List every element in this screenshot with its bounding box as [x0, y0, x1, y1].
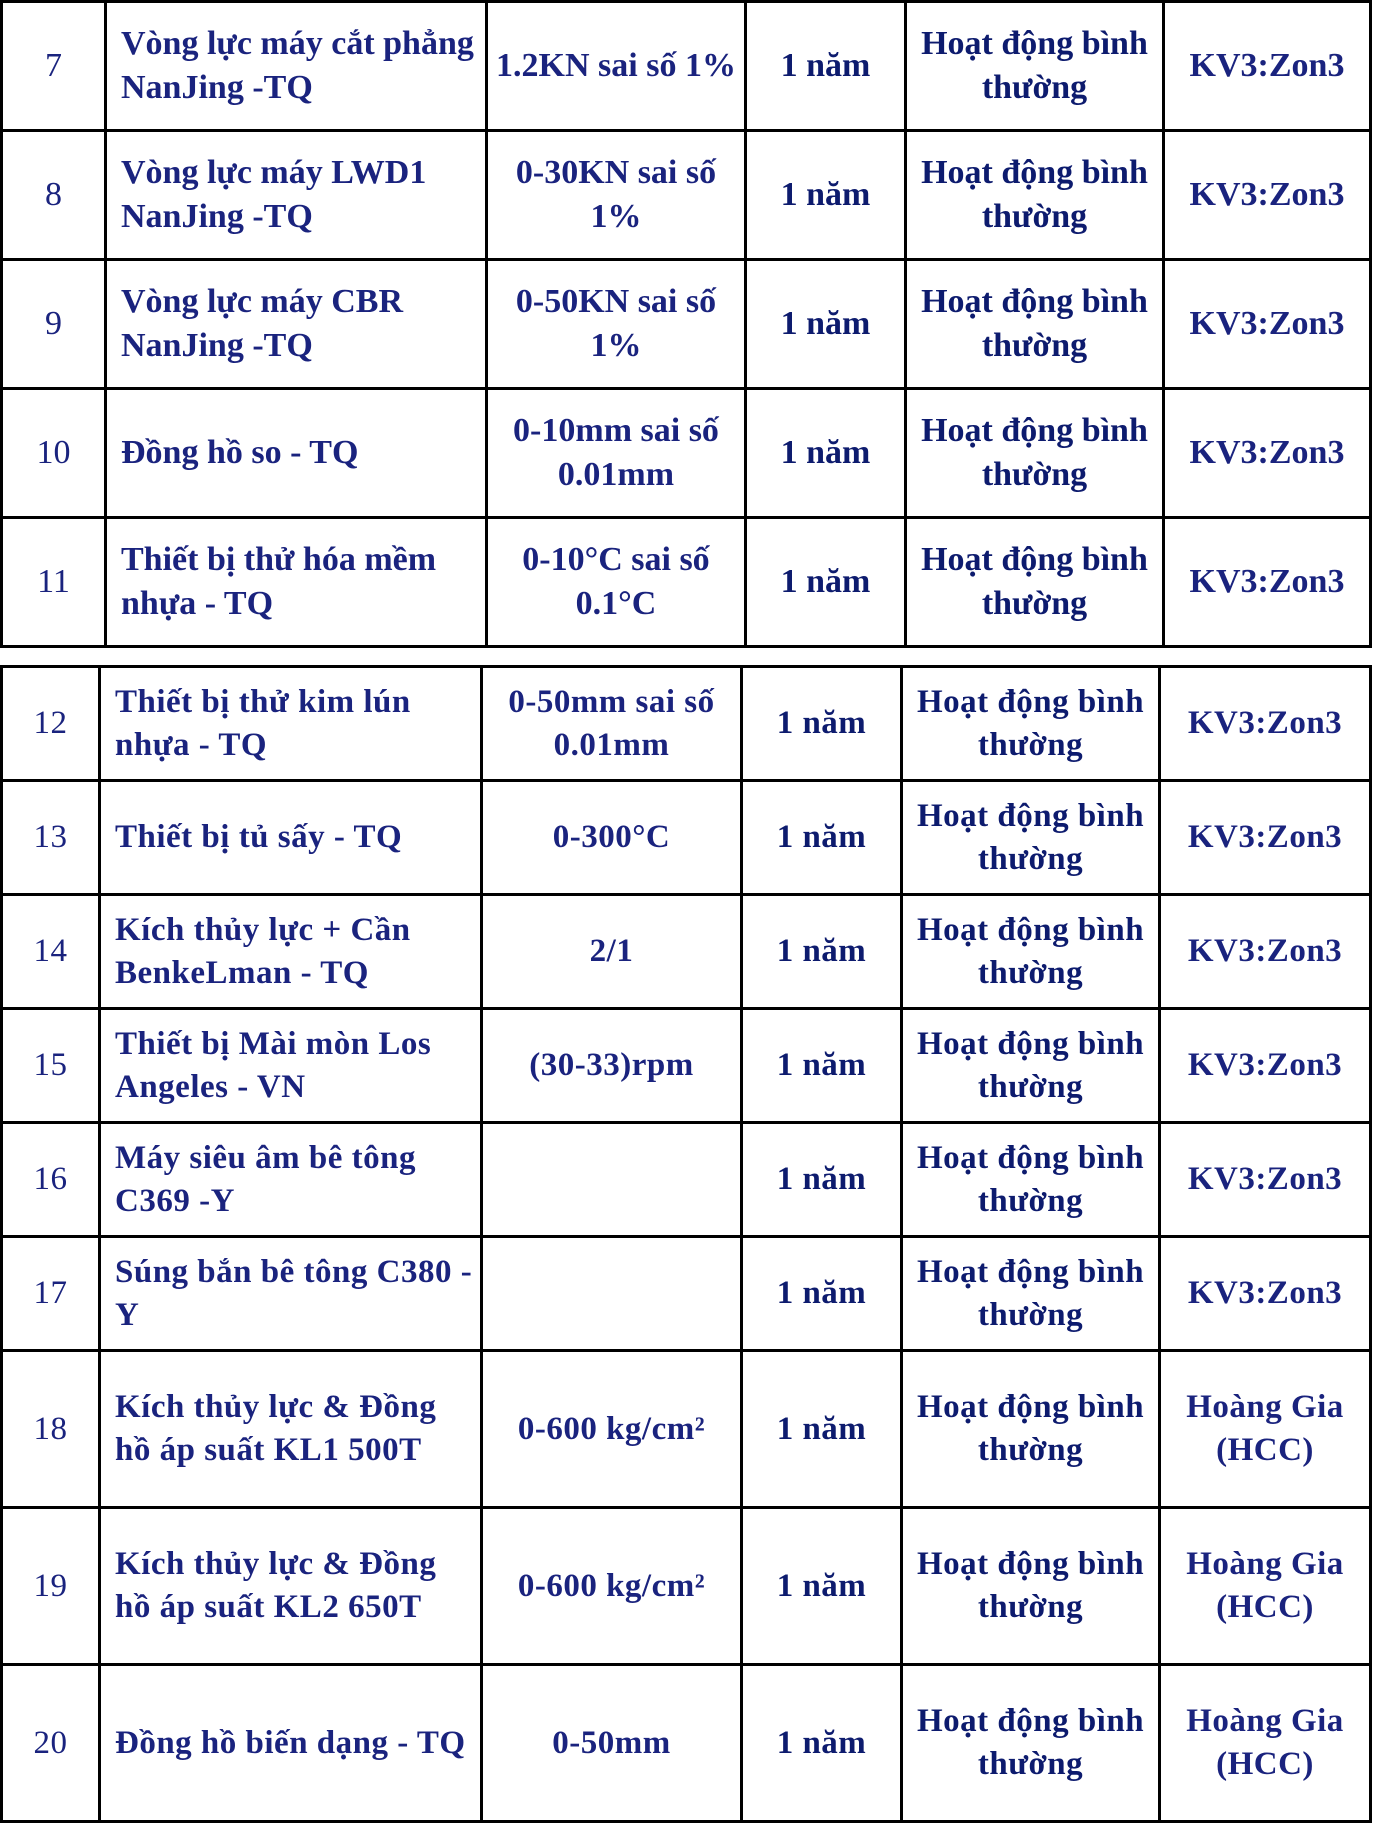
equipment-owner: KV3:Zon3 — [1160, 1123, 1371, 1237]
table-row — [2, 667, 1371, 781]
equipment-spec: 0-600 kg/cm² — [482, 1508, 742, 1665]
equipment-spec: 0-10mm sai số 0.01mm — [487, 389, 746, 518]
calibration-period: 1 năm — [742, 1508, 902, 1665]
equipment-status: Hoạt động bình thường — [902, 781, 1160, 895]
equipment-name: Kích thủy lực & Đồng hồ áp suất KL2 650T — [100, 1508, 482, 1665]
equipment-name: Súng bắn bê tông C380 -Y — [100, 1237, 482, 1351]
calibration-period: 1 năm — [746, 389, 906, 518]
row-number: 19 — [2, 1508, 100, 1665]
equipment-spec: 0-300°C — [482, 781, 742, 895]
equipment-status: Hoạt động bình thường — [902, 1665, 1160, 1822]
equipment-status: Hoạt động bình thường — [902, 1508, 1160, 1665]
table-row — [2, 781, 1371, 895]
equipment-owner: KV3:Zon3 — [1164, 518, 1371, 647]
equipment-spec: 0-50KN sai số 1% — [487, 260, 746, 389]
equipment-name: Thiết bị tủ sấy - TQ — [100, 781, 482, 895]
table-row — [2, 260, 1371, 389]
equipment-owner: KV3:Zon3 — [1160, 1009, 1371, 1123]
row-number: 16 — [2, 1123, 100, 1237]
calibration-period: 1 năm — [742, 1009, 902, 1123]
equipment-status: Hoạt động bình thường — [906, 2, 1164, 131]
equipment-name: Vòng lực máy cắt phẳng NanJing -TQ — [106, 2, 487, 131]
equipment-owner: Hoàng Gia (HCC) — [1160, 1351, 1371, 1508]
table-row — [2, 1123, 1371, 1237]
table-row — [2, 2, 1371, 131]
equipment-status: Hoạt động bình thường — [906, 131, 1164, 260]
row-number: 17 — [2, 1237, 100, 1351]
row-number: 15 — [2, 1009, 100, 1123]
row-number: 12 — [2, 667, 100, 781]
calibration-period: 1 năm — [742, 895, 902, 1009]
equipment-table-part-2 — [0, 665, 1372, 1823]
equipment-owner: KV3:Zon3 — [1160, 781, 1371, 895]
equipment-owner: KV3:Zon3 — [1160, 1237, 1371, 1351]
equipment-owner: KV3:Zon3 — [1160, 667, 1371, 781]
calibration-period: 1 năm — [742, 1237, 902, 1351]
row-number: 9 — [2, 260, 106, 389]
equipment-table-part-1 — [0, 0, 1372, 648]
equipment-spec: 0-50mm — [482, 1665, 742, 1822]
equipment-spec: (30-33)rpm — [482, 1009, 742, 1123]
calibration-period: 1 năm — [742, 781, 902, 895]
row-number: 14 — [2, 895, 100, 1009]
equipment-owner: KV3:Zon3 — [1160, 895, 1371, 1009]
equipment-spec — [482, 1123, 742, 1237]
equipment-owner: KV3:Zon3 — [1164, 2, 1371, 131]
table-row — [2, 131, 1371, 260]
equipment-status: Hoạt động bình thường — [902, 667, 1160, 781]
calibration-period: 1 năm — [746, 2, 906, 131]
row-number: 13 — [2, 781, 100, 895]
equipment-owner: KV3:Zon3 — [1164, 389, 1371, 518]
equipment-status: Hoạt động bình thường — [902, 1009, 1160, 1123]
table-row — [2, 1508, 1371, 1665]
row-number: 7 — [2, 2, 106, 131]
equipment-spec — [482, 1237, 742, 1351]
equipment-name: Vòng lực máy LWD1 NanJing -TQ — [106, 131, 487, 260]
calibration-period: 1 năm — [742, 667, 902, 781]
row-number: 11 — [2, 518, 106, 647]
equipment-status: Hoạt động bình thường — [902, 1237, 1160, 1351]
calibration-period: 1 năm — [742, 1351, 902, 1508]
calibration-period: 1 năm — [746, 260, 906, 389]
equipment-owner: KV3:Zon3 — [1164, 131, 1371, 260]
equipment-spec: 2/1 — [482, 895, 742, 1009]
row-number: 8 — [2, 131, 106, 260]
row-number: 10 — [2, 389, 106, 518]
equipment-spec: 0-600 kg/cm² — [482, 1351, 742, 1508]
equipment-owner: KV3:Zon3 — [1164, 260, 1371, 389]
row-number: 18 — [2, 1351, 100, 1508]
equipment-name: Thiết bị Mài mòn Los Angeles - VN — [100, 1009, 482, 1123]
equipment-status: Hoạt động bình thường — [906, 260, 1164, 389]
table-row — [2, 1665, 1371, 1822]
table-row — [2, 389, 1371, 518]
equipment-name: Kích thủy lực & Đồng hồ áp suất KL1 500T — [100, 1351, 482, 1508]
equipment-status: Hoạt động bình thường — [906, 518, 1164, 647]
equipment-name: Máy siêu âm bê tông C369 -Y — [100, 1123, 482, 1237]
table-row — [2, 1009, 1371, 1123]
equipment-name: Thiết bị thử kim lún nhựa - TQ — [100, 667, 482, 781]
equipment-name: Đồng hồ biến dạng - TQ — [100, 1665, 482, 1822]
calibration-period: 1 năm — [746, 131, 906, 260]
row-number: 20 — [2, 1665, 100, 1822]
equipment-spec: 0-50mm sai số 0.01mm — [482, 667, 742, 781]
equipment-status: Hoạt động bình thường — [902, 1123, 1160, 1237]
calibration-period: 1 năm — [742, 1665, 902, 1822]
equipment-status: Hoạt động bình thường — [906, 389, 1164, 518]
equipment-name: Thiết bị thử hóa mềm nhựa - TQ — [106, 518, 487, 647]
equipment-status: Hoạt động bình thường — [902, 1351, 1160, 1508]
table-row — [2, 895, 1371, 1009]
equipment-status: Hoạt động bình thường — [902, 895, 1160, 1009]
equipment-spec: 0-30KN sai số 1% — [487, 131, 746, 260]
equipment-spec: 1.2KN sai số 1% — [487, 2, 746, 131]
table-row — [2, 1351, 1371, 1508]
table-row — [2, 518, 1371, 647]
table-row — [2, 1237, 1371, 1351]
equipment-name: Vòng lực máy CBR NanJing -TQ — [106, 260, 487, 389]
equipment-name: Đồng hồ so - TQ — [106, 389, 487, 518]
equipment-name: Kích thủy lực + Cần BenkeLman - TQ — [100, 895, 482, 1009]
calibration-period: 1 năm — [742, 1123, 902, 1237]
equipment-owner: Hoàng Gia (HCC) — [1160, 1665, 1371, 1822]
equipment-spec: 0-10°C sai số 0.1°C — [487, 518, 746, 647]
equipment-owner: Hoàng Gia (HCC) — [1160, 1508, 1371, 1665]
calibration-period: 1 năm — [746, 518, 906, 647]
